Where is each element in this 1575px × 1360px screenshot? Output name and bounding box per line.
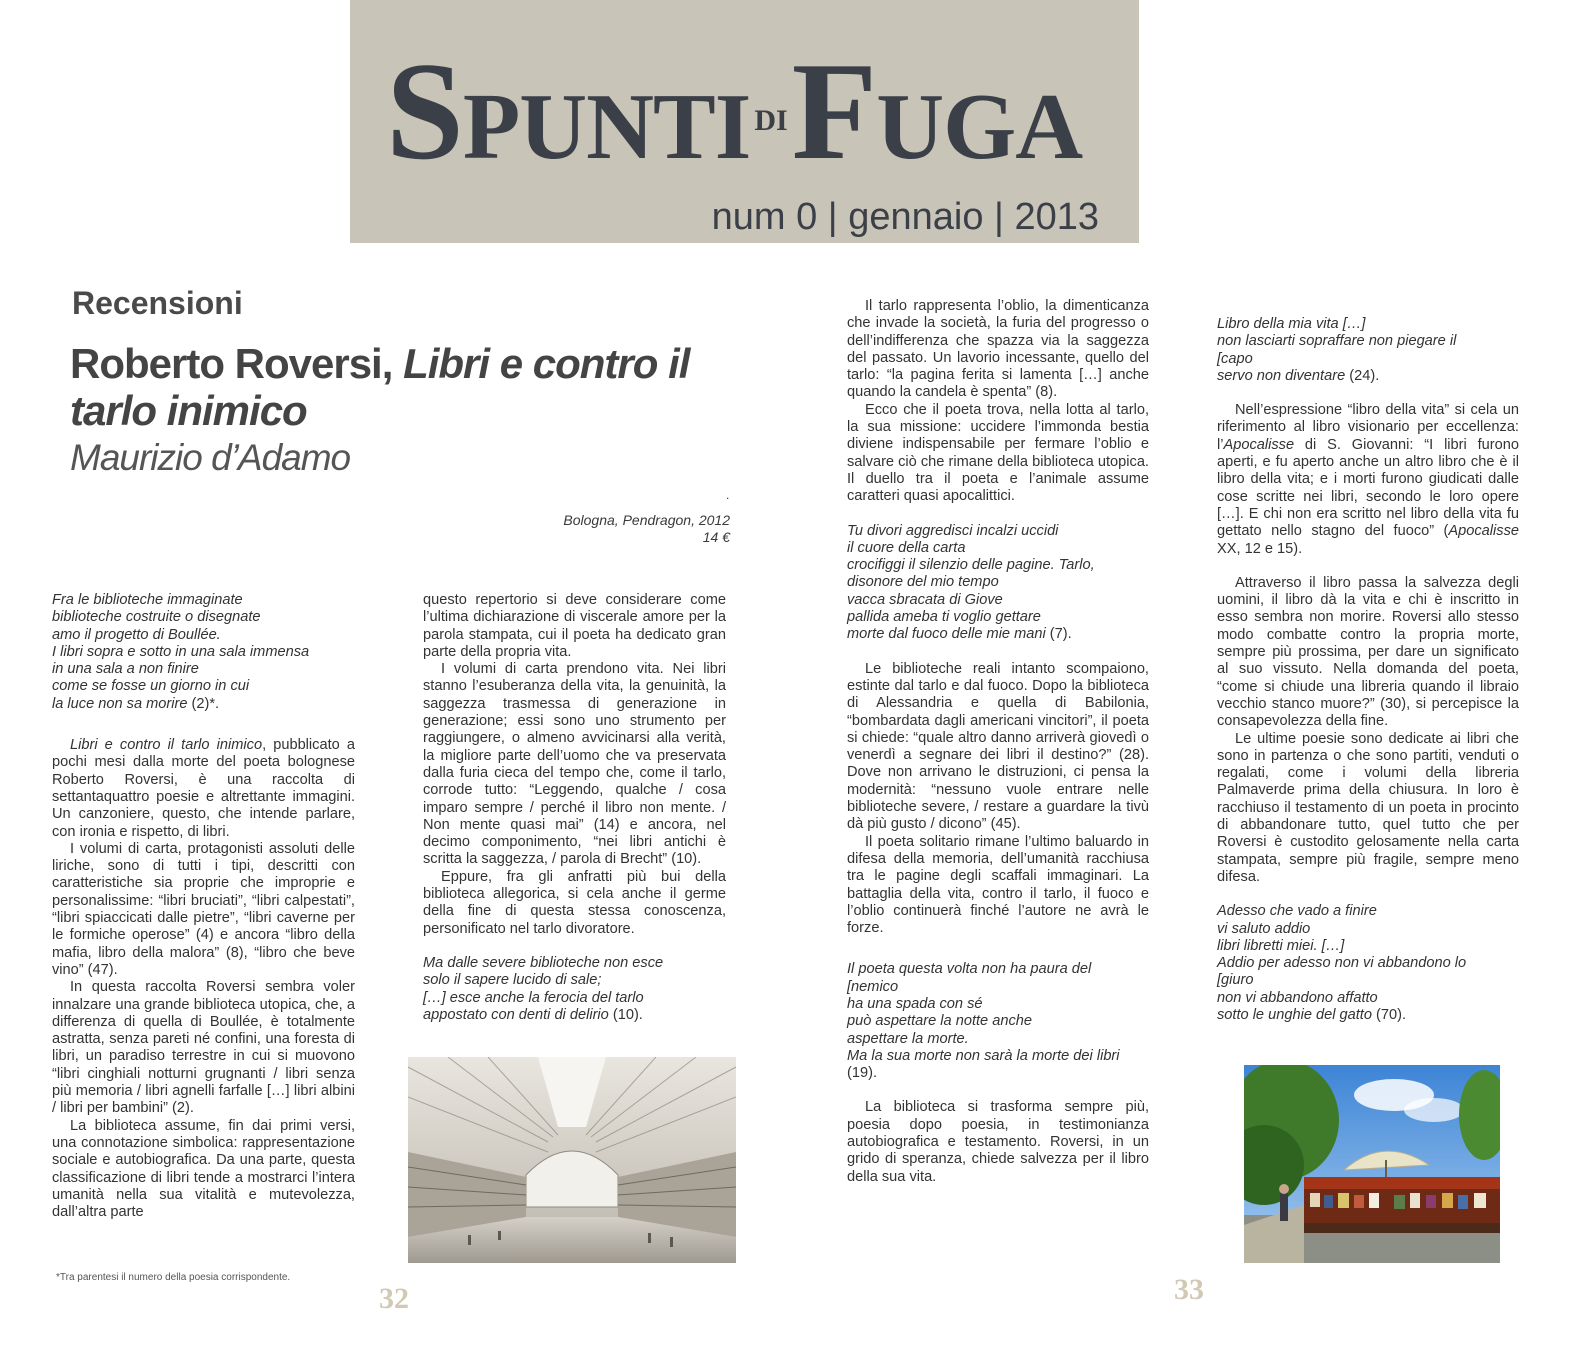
- publication-info: [480, 512, 730, 546]
- bookstall-photo: [1244, 1065, 1500, 1263]
- paragraph: Ecco che il poeta trova, nella lotta al tarlo, la sua missione: uccidere l’immonda bestia diviene indispensabile per fermare l’oblio e salvare ciò che rimane della biblioteca utopica. Il duello tra il poeta e l’animale assume caratteri quasi apocalittici.: [847, 401, 1149, 505]
- paragraph: La biblioteca si trasforma sempre più, poesia dopo poesia, in testimonianza autobiografica e testamento. Roversi, in un grido di speranza, chiede salvezza per il libro della sua vita.: [847, 1099, 1149, 1185]
- book-price: 14 €: [702, 529, 730, 545]
- paragraph: Il poeta solitario rimane l’ultimo baluardo in difesa della memoria, dell’umanità racchiusa tra le pagine degli scaffali immaginari. La battaglia della vita, contro il tarlo, il fuoco e l’oblio continuerà finché l’autore ne avrà le forze.: [847, 833, 1149, 937]
- poem-quote: Tu divori aggredisci incalzi uccidi il cuore della carta crocifiggi il silenzio delle pagine. Tarlo, disonore del mio tempo vacca sbracata di Giove pallida ameba ti voglio gettare morte dal fuoco delle mie mani (7).: [847, 522, 1095, 643]
- column-4: [1217, 316, 1519, 1024]
- footnote: *Tra parentesi il numero della poesia corrispondente.: [56, 1272, 291, 1283]
- issue-line: num 0 | gennaio | 2013: [711, 196, 1099, 238]
- column-3: [847, 298, 1149, 1186]
- library-illustration: [408, 1057, 736, 1263]
- paragraph: I volumi di carta, protagonisti assoluti delle liriche, sono di tutti i tipi, descritti con caratteristiche sia proprie che improprie e personalissime: “libri bruciati”, “libri calpestati”, “libri spiaccicati dalle pietre”, “libri caverne per le formiche operose” (4) e ancora “libro della mafia, libro della malora” (8), “libro che beve vino” (47).: [52, 840, 355, 978]
- column-2: [423, 592, 726, 1024]
- page-number-left: 32: [379, 1282, 409, 1315]
- poem-quote: Ma dalle severe biblioteche non esce solo il sapere lucido di sale; […] esce anche la ferocia del tarlo appostato con denti di delirio (10).: [423, 954, 664, 1023]
- paragraph: Libri e contro il tarlo inimico, pubblicato a pochi mesi dalla morte del poeta bolognese Roberto Roversi, è una raccolta di settantaquattro poesie e altrettante immagini. Un canzoniere, questo, che intende parlare, con ironia e rispetto, di libri.: [52, 737, 355, 840]
- poem-quote: Fra le biblioteche immaginate biblioteche costruite o disegnate amo il progetto di Boullée. I libri sopra e sotto in una sala immensa in una sala a non finire come se fosse un giorno in cui la luce non sa morire (2)*.: [52, 592, 310, 712]
- paragraph: Nell’espressione “libro della vita” si cela un riferimento al libro visionario per eccellenza: l’Apocalisse di S. Giovanni: “I libri furono aperti, e fu aperto anche un altro libro che è il libro della vita; e i morti furono giudicati dalle cose scritte nei libri, secondo le loro opere […]. E chi non era scritto nel libro della vita fu gettato nello stagno del fuoco” (Apocalisse XX, 12 e 15).: [1217, 402, 1519, 557]
- poem-quote: Adesso che vado a finire vi saluto addio libri libretti miei. […] Addio per adesso non vi abbandono lo [giuro non vi abbandono affatto sotto le unghie del gatto (70).: [1217, 903, 1467, 1023]
- article-author: Maurizio d’Adamo: [70, 437, 351, 478]
- paragraph: I volumi di carta prendono vita. Nei libri stanno l’esuberanza della vita, la genuinità, la saggezza trasmessa di generazione in generazione; essi sono uno strumento per raggiungere, o almeno avvicinarsi alla verità, la migliore parte dell’uomo che va preservata dalla furia cieca del tempo che, come il tarlo, corrode tutto: “Leggendo, qualche / cosa imparo sempre / perché il libro non mente. / Non mente quasi mai” (14) e ancora, nel decimo componimento, “nei libri antichi è scritta la saggezza, / parola di Brecht” (10).: [423, 661, 726, 868]
- column-1: [52, 592, 355, 1221]
- poem-quote: Libro della mia vita […] non lasciarti sopraffare non piegare il [capo servo non diventare (24).: [1217, 316, 1457, 384]
- paragraph: Le ultime poesie sono dedicate ai libri che sono in partenza o che sono partiti, venduti o regalati, come i volumi della libreria Palmaverde prima della chiusura. In loro è racchiuso il testamento di un poeta in procinto di abbandonare tutto, quel tutto che per Roversi è custodito gelosamente nella carta stampata, sempre più fragile, sempre meno difesa.: [1217, 730, 1519, 885]
- paragraph: Il tarlo rappresenta l’oblio, la dimenticanza che invade la società, la furia del progresso o dell’indifferenza che spazza via la saggezza del passato. Un lavorio incessante, quello del tarlo: “la pagina ferita si lamenta […] anche quando la candela è spenta” (8).: [847, 298, 1149, 401]
- magazine-logo: SPUNTI DIFUGA: [386, 34, 1083, 189]
- article-title: Roberto Roversi, Libri e contro il tarlo inimico: [70, 340, 690, 434]
- paragraph: In questa raccolta Roversi sembra voler innalzare una grande biblioteca utopica, che, a differenza di quella di Boullée, è totalmente astratta, senza pareti né confini, una foresta di libri, un paradiso terrestre in cui si muovono “libri cinghiali notturni grugnanti / libri senza più memoria / libri agnelli farfalle […] libri albini / libri per bambini” (2).: [52, 979, 355, 1117]
- paragraph: Le biblioteche reali intanto scompaiono, estinte dal tarlo e dal fuoco. Dopo la biblioteca di Alessandria e quella di Babilonia, “bombardata dagli americani vincitori”, il poeta si chiede: “quale altro danno arriverà giovedì o venerdì a segnare dei libri il destino?” (28). Dove non arrivano le distruzioni, ci pensa la modernità: “nessuno vuole entrare nelle biblioteche severe, / restare a guardare la tivù dà più gusto / dicono” (45).: [847, 660, 1149, 833]
- paragraph: La biblioteca assume, fin dai primi versi, una connotazione simbolica: rappresentazione sociale e autobiografica. Da una parte, questa classificazione di libri tende a mostrarci l’intera umanità nella sua vitalità e mutevolezza, dall’altra parte: [52, 1117, 355, 1221]
- section-heading: Recensioni: [72, 285, 243, 321]
- publication-place: Bologna, Pendragon, 2012: [563, 512, 730, 528]
- decorative-dot: .: [726, 488, 730, 502]
- page-number-right: 33: [1174, 1273, 1204, 1306]
- paragraph: Eppure, fra gli anfratti più bui della biblioteca allegorica, si cela anche il germe della fine di questa stessa conoscenza, personificato nel tarlo divoratore.: [423, 868, 726, 937]
- poem-quote: Il poeta questa volta non ha paura del [nemico ha una spada con sé può aspettare la notte anche aspettare la morte. Ma la sua morte non sarà la morte dei libri (19).: [847, 961, 1120, 1082]
- paragraph: questo repertorio si deve considerare come l’ultima dichiarazione di viscerale amore per la parola stampata, cui il poeta ha dedicato gran parte della propria vita.: [423, 592, 726, 660]
- paragraph: Attraverso il libro passa la salvezza degli uomini, il libro dà la vita e chi è inscritto in esso sembra non morire. Roversi allo stesso modo combatte contro la propria morte, sempre più prossima, per dare un significato al suo vissuto. Nella domanda del poeta, “come si chiude una libreria quando il libraio vecchio stanco muore?” (30), si percepisce la consapevolezza della fine.: [1217, 574, 1519, 730]
- masthead: [350, 0, 1139, 243]
